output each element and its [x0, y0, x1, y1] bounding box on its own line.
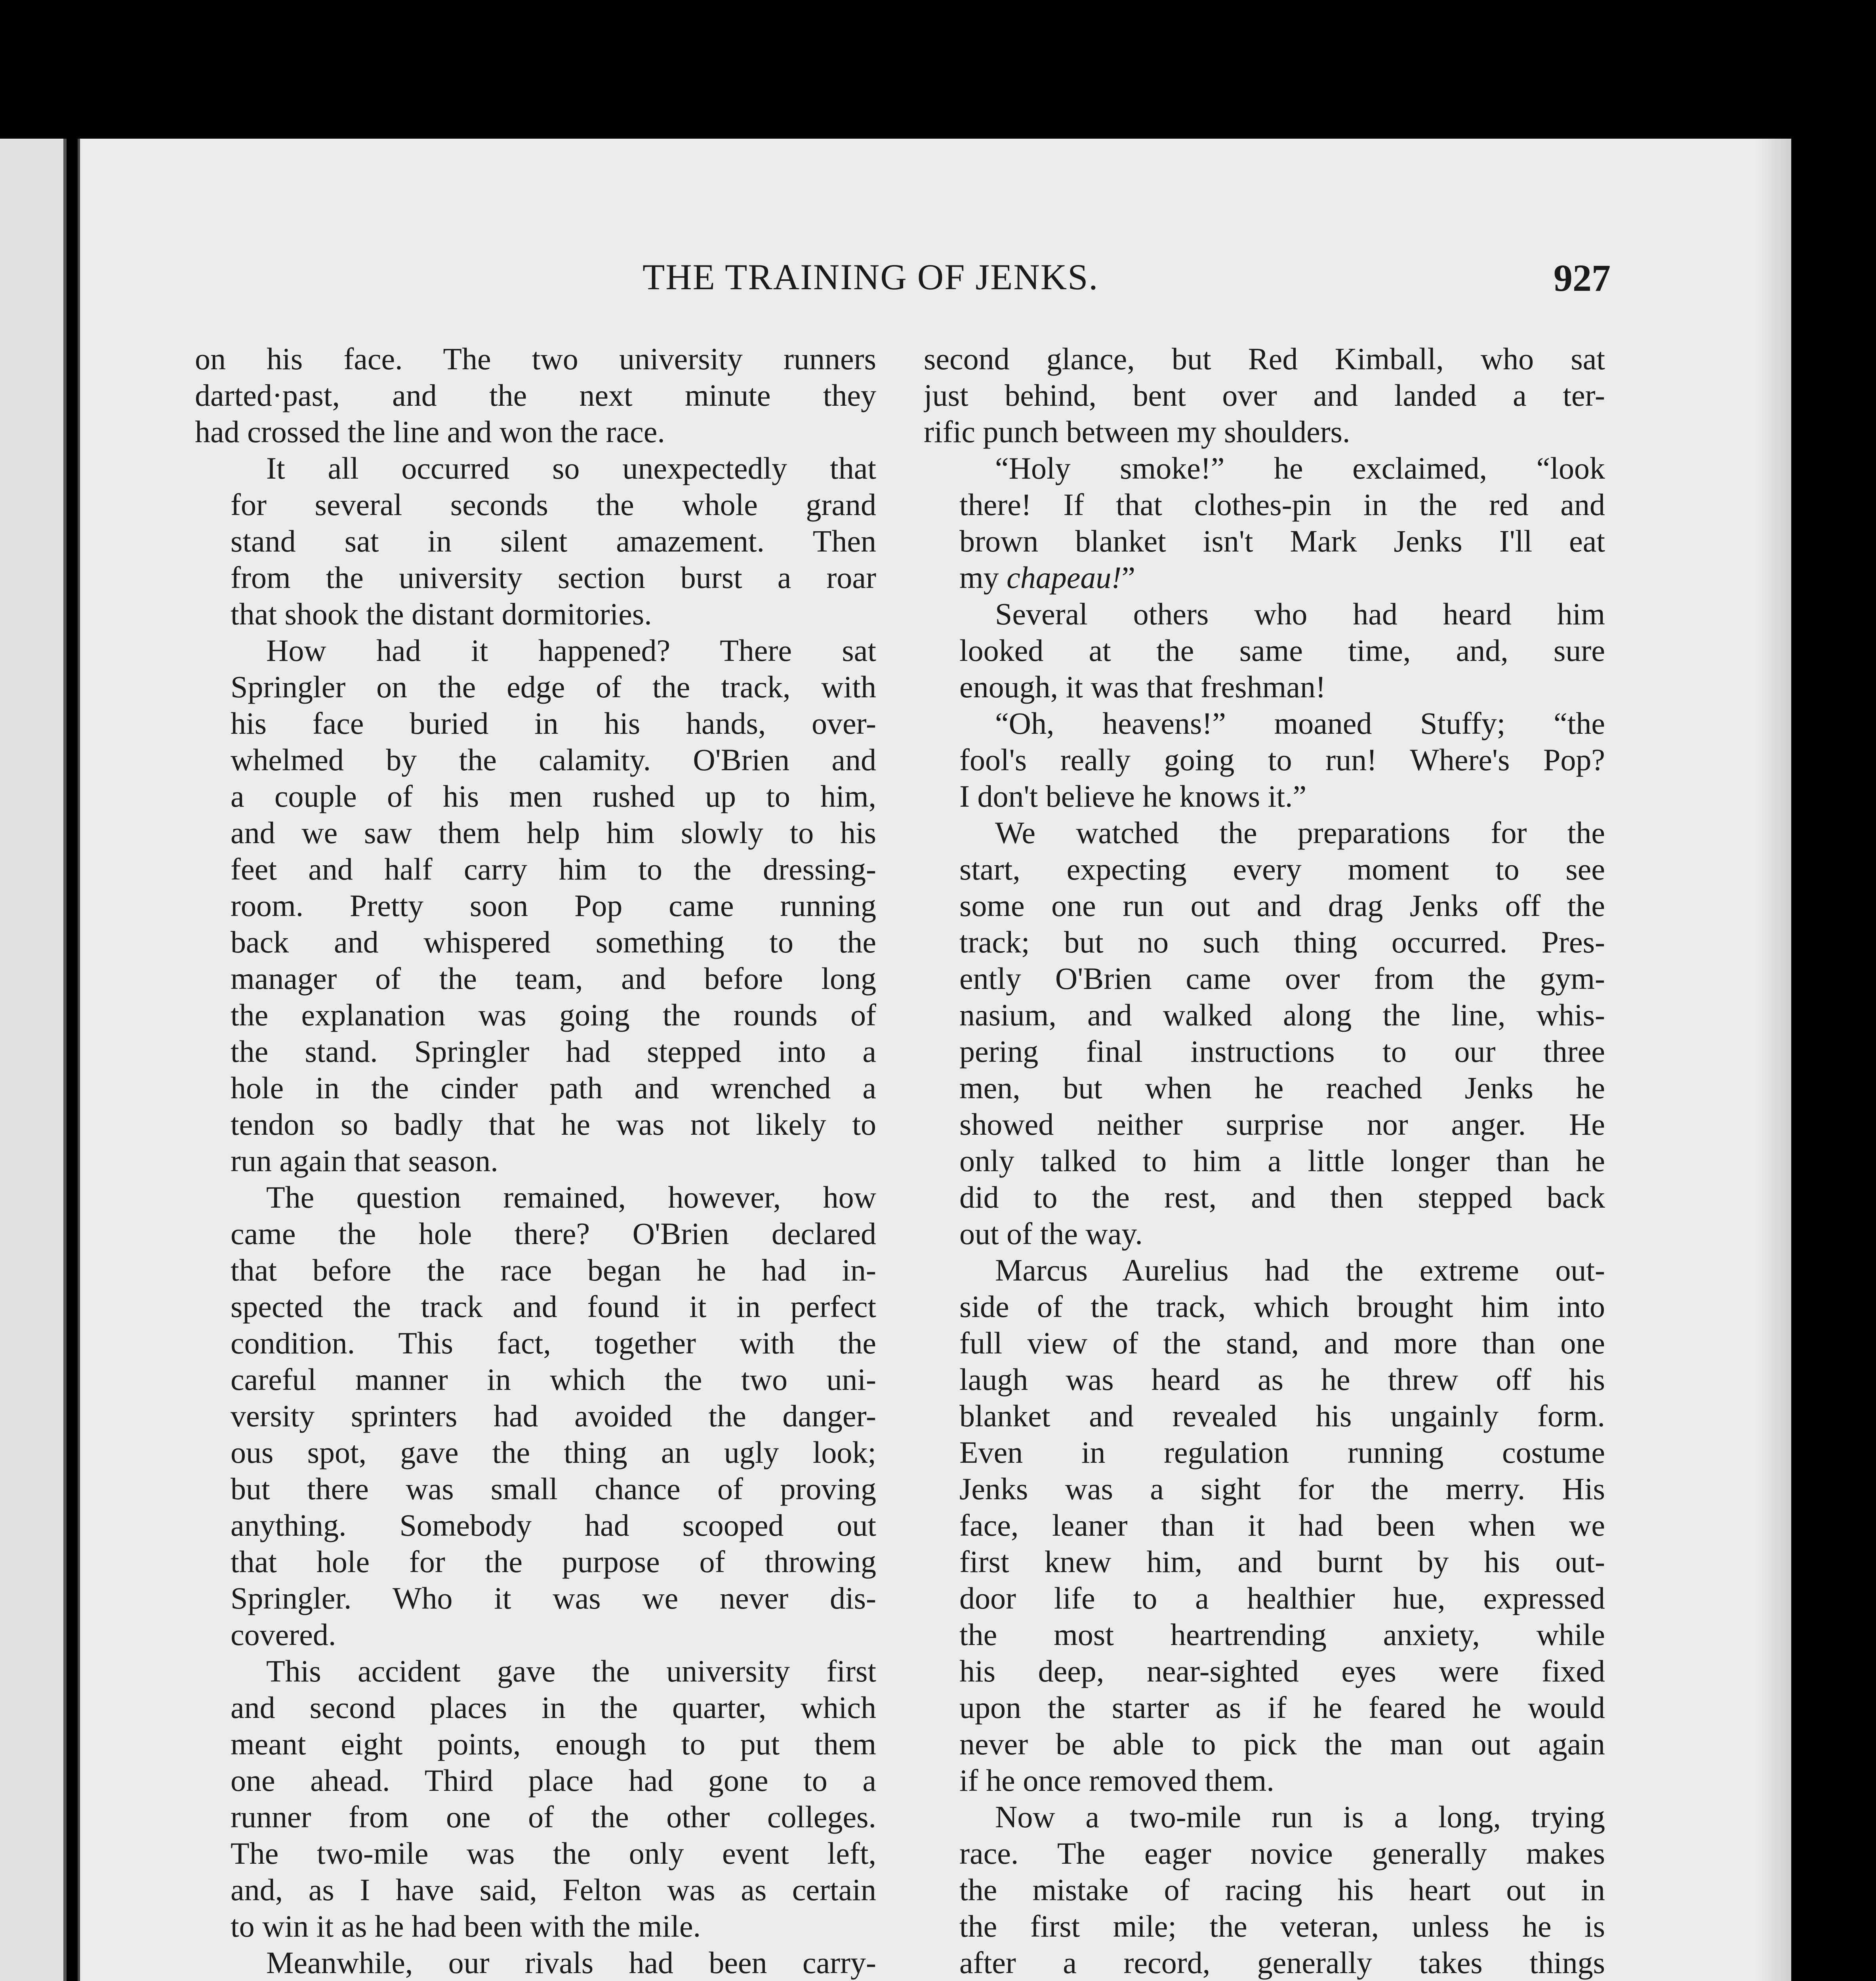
text-line: the most heartrending anxiety, while	[959, 1617, 1605, 1652]
text-line: looked at the same time, and, sure	[959, 633, 1605, 668]
text-line: upon the starter as if he feared he would	[959, 1690, 1605, 1725]
paragraph	[195, 1653, 876, 1945]
paragraph	[195, 1179, 876, 1653]
left-column	[195, 341, 876, 1981]
paragraph	[195, 1945, 876, 1981]
text-line: full view of the stand, and more than one	[959, 1326, 1605, 1360]
text-line: laugh was heard as he threw off his	[959, 1362, 1605, 1397]
italic-word: chapeau!	[1007, 560, 1122, 595]
text-line: there! If that clothes-pin in the red and	[959, 487, 1605, 522]
text-line: his face buried in his hands, over-	[231, 706, 876, 740]
text-line: that before the race began he had in-	[231, 1253, 876, 1287]
text-line: meant eight points, enough to put them	[231, 1727, 876, 1761]
paragraph	[924, 705, 1605, 815]
text-line: runner from one of the other colleges.	[231, 1800, 876, 1834]
adjacent-page-edge	[0, 139, 67, 1981]
paragraph	[924, 815, 1605, 1252]
text-line: It all occurred so unexpectedly that	[266, 451, 876, 485]
text-line: race. The eager novice generally makes	[959, 1836, 1605, 1870]
text-line: whelmed by the calamity. O'Brien and	[231, 742, 876, 777]
text-line: condition. This fact, together with the	[231, 1326, 876, 1360]
text-line: This accident gave the university first	[266, 1654, 876, 1688]
text-line: and second places in the quarter, which	[231, 1690, 876, 1725]
text-line: to win it as he had been with the mile.	[231, 1909, 701, 1943]
text-line: enough, it was that freshman!	[959, 670, 1326, 704]
text-line: that hole for the purpose of throwing	[231, 1544, 876, 1579]
text-line: out of the way.	[959, 1216, 1143, 1251]
text-line: track; but no such thing occurred. Pres-	[959, 925, 1605, 959]
page-gutter-shadow	[1756, 139, 1791, 1981]
text-line: fool's really going to run! Where's Pop?	[959, 742, 1605, 777]
text-line: Meanwhile, our rivals had been carry-	[266, 1945, 876, 1980]
text-line: after a record, generally takes things	[959, 1945, 1605, 1980]
text-line: back and whispered something to the	[231, 925, 876, 959]
text-line: Now a two-mile run is a long, trying	[995, 1800, 1605, 1834]
paragraph	[195, 632, 876, 1179]
text-line: covered.	[231, 1617, 336, 1652]
text-line: my chapeau!”	[959, 560, 1136, 595]
text-line: I don't believe he knows it.”	[959, 779, 1307, 813]
text-line: a couple of his men rushed up to him,	[231, 779, 876, 813]
paragraph	[195, 341, 876, 450]
text-line: room. Pretty soon Pop came running	[231, 888, 876, 923]
text-line: Even in regulation running costume	[959, 1435, 1605, 1470]
text-line: run again that season.	[231, 1143, 498, 1178]
paragraph	[924, 450, 1605, 596]
text-line: Springler on the edge of the track, with	[231, 670, 876, 704]
text-line: spected the track and found it in perfect	[231, 1289, 876, 1324]
text-line: one ahead. Third place had gone to a	[231, 1763, 876, 1798]
text-line: only talked to him a little longer than he	[959, 1143, 1605, 1178]
text-line: We watched the preparations for the	[995, 815, 1605, 850]
running-head	[80, 256, 1791, 303]
text-line: The two-mile was the only event left,	[231, 1836, 876, 1870]
text-line: darted·past, and the next minute they	[195, 378, 876, 412]
text-line: but there was small chance of proving	[231, 1471, 876, 1506]
text-line: did to the rest, and then stepped back	[959, 1180, 1605, 1214]
text-line: men, but when he reached Jenks he	[959, 1071, 1605, 1105]
text-line: The question remained, however, how	[266, 1180, 876, 1214]
text-line: blanket and revealed his ungainly form.	[959, 1399, 1605, 1433]
paragraph	[924, 341, 1605, 450]
text-line: first knew him, and burnt by his out-	[959, 1544, 1605, 1579]
text-line: had crossed the line and won the race.	[195, 414, 665, 449]
text-line: “Holy smoke!” he exclaimed, “look	[995, 451, 1605, 485]
text-line: brown blanket isn't Mark Jenks I'll eat	[959, 524, 1605, 558]
text-line: rific punch between my shoulders.	[924, 414, 1350, 449]
text-line: just behind, bent over and landed a ter-	[924, 378, 1605, 412]
page-number: 927	[1554, 257, 1611, 299]
text-line: Several others who had heard him	[995, 597, 1605, 631]
text-line: start, expecting every moment to see	[959, 852, 1605, 886]
text-line: the stand. Springler had stepped into a	[231, 1034, 876, 1069]
text-line: the first mile; the veteran, unless he is	[959, 1909, 1605, 1943]
text-line: ently O'Brien came over from the gym-	[959, 961, 1605, 996]
text-line: second glance, but Red Kimball, who sat	[924, 342, 1605, 376]
text-line: pering final instructions to our three	[959, 1034, 1605, 1069]
text-line: side of the track, which brought him into	[959, 1289, 1605, 1324]
text-line: nasium, and walked along the line, whis-	[959, 998, 1605, 1032]
text-line: Marcus Aurelius had the extreme out-	[995, 1253, 1605, 1287]
book-page	[78, 139, 1791, 1981]
text-line: How had it happened? There sat	[266, 633, 876, 668]
text-line: versity sprinters had avoided the danger-	[231, 1399, 876, 1433]
text-line: ous spot, gave the thing an ugly look;	[231, 1435, 876, 1470]
text-line: that shook the distant dormitories.	[231, 597, 652, 631]
text-line: the mistake of racing his heart out in	[959, 1872, 1605, 1907]
paragraph	[924, 596, 1605, 705]
text-line: feet and half carry him to the dressing-	[231, 852, 876, 886]
paragraph	[195, 450, 876, 632]
text-line: and we saw them help him slowly to his	[231, 815, 876, 850]
text-line: stand sat in silent amazement. Then	[231, 524, 876, 558]
text-line: some one run out and drag Jenks off the	[959, 888, 1605, 923]
text-line: Jenks was a sight for the merry. His	[959, 1471, 1605, 1506]
text-line: hole in the cinder path and wrenched a	[231, 1071, 876, 1105]
text-line: if he once removed them.	[959, 1763, 1274, 1798]
text-line: careful manner in which the two uni-	[231, 1362, 876, 1397]
paragraph	[924, 1799, 1605, 1981]
text-line: for several seconds the whole grand	[231, 487, 876, 522]
text-line: and, as I have said, Felton was as certain	[231, 1872, 876, 1907]
text-line: anything. Somebody had scooped out	[231, 1508, 876, 1542]
text-line: Springler. Who it was we never dis-	[231, 1581, 876, 1615]
text-line: manager of the team, and before long	[231, 961, 876, 996]
text-line: never be able to pick the man out again	[959, 1727, 1605, 1761]
text-line: “Oh, heavens!” moaned Stuffy; “the	[995, 706, 1605, 740]
text-line: from the university section burst a roar	[231, 560, 876, 595]
text-line: showed neither surprise nor anger. He	[959, 1107, 1605, 1141]
text-line: on his face. The two university runners	[195, 342, 876, 376]
paragraph	[924, 1252, 1605, 1799]
text-line: came the hole there? O'Brien declared	[231, 1216, 876, 1251]
text-line: his deep, near-sighted eyes were fixed	[959, 1654, 1605, 1688]
right-column	[924, 341, 1605, 1981]
running-title: THE TRAINING OF JENKS.	[642, 257, 1099, 297]
text-line: face, leaner than it had been when we	[959, 1508, 1605, 1542]
text-line: tendon so badly that he was not likely to	[231, 1107, 876, 1141]
text-line: the explanation was going the rounds of	[231, 998, 876, 1032]
text-line: door life to a healthier hue, expressed	[959, 1581, 1605, 1615]
